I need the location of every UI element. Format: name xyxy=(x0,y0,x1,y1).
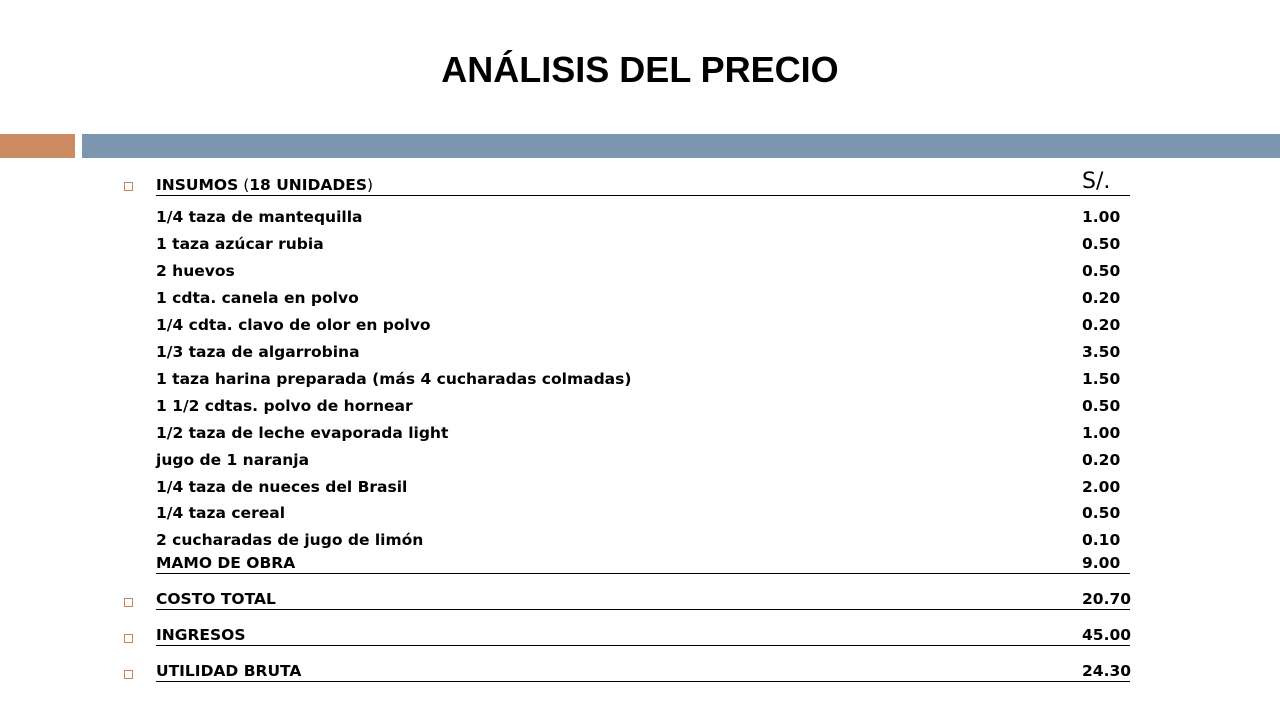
ingredient-row xyxy=(156,254,1130,281)
ingredient-row xyxy=(156,362,1130,389)
ingredient-price: 3.50 xyxy=(1082,343,1121,361)
ingredient-name: 1 1/2 cdtas. polvo de hornear xyxy=(156,397,413,415)
insumos-paren-close: ) xyxy=(367,176,374,194)
insumos-paren-open: ( xyxy=(238,176,250,194)
ingredient-name: 1/2 taza de leche evaporada light xyxy=(156,424,449,442)
currency-header: S/. xyxy=(1082,169,1111,194)
ingredient-row xyxy=(156,389,1130,416)
ingredient-name: 2 huevos xyxy=(156,262,235,280)
ingredient-price: 0.20 xyxy=(1082,316,1121,334)
gross-profit-label: UTILIDAD BRUTA xyxy=(156,662,302,680)
insumos-label-bold: INSUMOS xyxy=(156,176,239,194)
income-value: 45.00 xyxy=(1082,626,1132,644)
total-cost-label: COSTO TOTAL xyxy=(156,590,276,608)
ingredient-name: 2 cucharadas de jugo de limón xyxy=(156,531,424,549)
ingredient-price: 0.50 xyxy=(1082,504,1121,522)
ingredient-price: 0.20 xyxy=(1082,451,1121,469)
bullet-icon xyxy=(124,670,133,679)
bullet-icon xyxy=(124,598,133,607)
ingredient-name: 1/4 taza cereal xyxy=(156,504,286,522)
ingredient-price: 0.50 xyxy=(1082,397,1121,415)
page-title: ANÁLISIS DEL PRECIO xyxy=(441,49,839,90)
ingredient-price: 0.50 xyxy=(1082,262,1121,280)
ingredient-name: 1 taza harina preparada (más 4 cucharadas colmadas) xyxy=(156,370,632,388)
accent-bar xyxy=(0,134,75,158)
ingredient-price: 1.00 xyxy=(1082,208,1121,226)
ingredient-name: 1/4 cdta. clavo de olor en polvo xyxy=(156,316,431,334)
ingredient-name: 1/3 taza de algarrobina xyxy=(156,343,360,361)
total-cost-value: 20.70 xyxy=(1082,590,1132,608)
total-cost-row xyxy=(156,582,1130,610)
labor-value: 9.00 xyxy=(1082,554,1121,572)
ingredient-row xyxy=(156,470,1130,497)
ingredient-name: 1 taza azúcar rubia xyxy=(156,235,324,253)
bullet-icon xyxy=(124,634,133,643)
ingredient-row xyxy=(156,200,1130,227)
ingredient-price: 0.10 xyxy=(1082,531,1121,549)
ingredient-row xyxy=(156,496,1130,523)
income-label: INGRESOS xyxy=(156,626,246,644)
ingredient-price: 0.50 xyxy=(1082,235,1121,253)
gross-profit-value: 24.30 xyxy=(1082,662,1132,680)
gross-profit-row xyxy=(156,654,1130,682)
ingredient-price: 1.00 xyxy=(1082,424,1121,442)
bullet-icon xyxy=(124,182,133,191)
ingredient-row xyxy=(156,281,1130,308)
ingredient-row xyxy=(156,416,1130,443)
ingredient-price: 1.50 xyxy=(1082,370,1121,388)
header-divider-bar xyxy=(82,134,1280,158)
ingredient-row xyxy=(156,443,1130,470)
income-row xyxy=(156,618,1130,646)
labor-row xyxy=(156,546,1130,574)
insumos-quantity: 18 UNIDADES xyxy=(249,176,368,194)
ingredient-price: 0.20 xyxy=(1082,289,1121,307)
ingredient-name: 1/4 taza de nueces del Brasil xyxy=(156,478,408,496)
labor-label: MAMO DE OBRA xyxy=(156,554,296,572)
insumos-header-row xyxy=(156,168,1130,196)
ingredient-row xyxy=(156,308,1130,335)
insumos-label xyxy=(156,175,373,195)
ingredient-row xyxy=(156,227,1130,254)
ingredient-row xyxy=(156,335,1130,362)
ingredient-name: 1/4 taza de mantequilla xyxy=(156,208,363,226)
ingredient-name: 1 cdta. canela en polvo xyxy=(156,289,359,307)
ingredient-price: 2.00 xyxy=(1082,478,1121,496)
ingredient-name: jugo de 1 naranja xyxy=(156,451,310,469)
